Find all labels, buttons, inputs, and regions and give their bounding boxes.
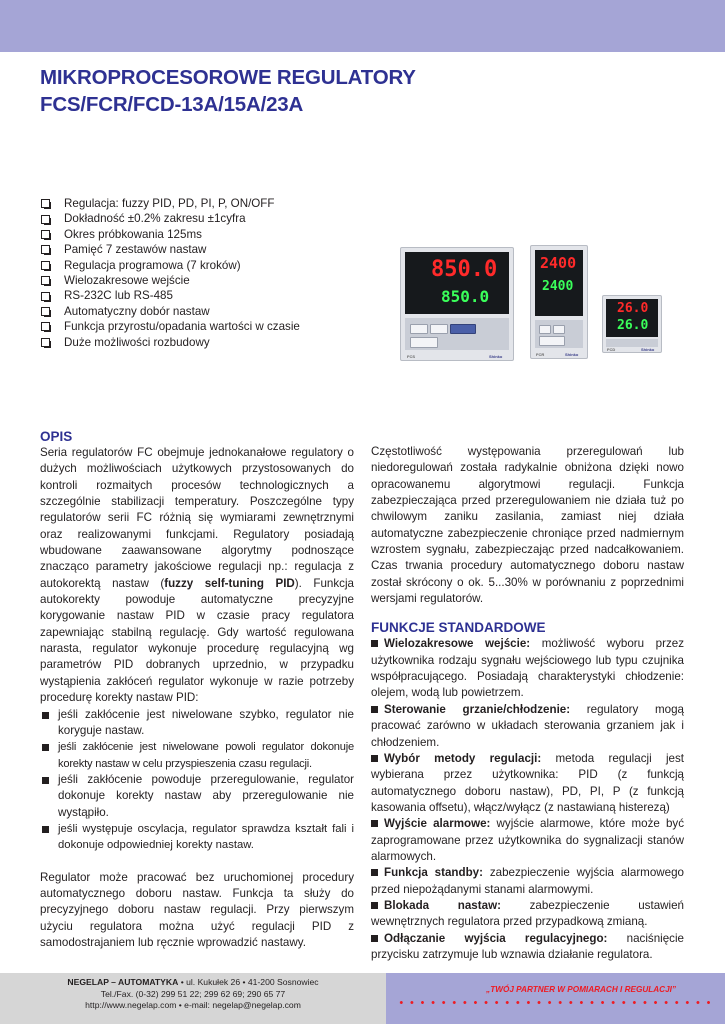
title-line-1: MIKROPROCESOROWE REGULATORY — [40, 66, 416, 89]
top-banner — [0, 0, 725, 52]
feature-item: RS-232C lub RS-485 — [40, 288, 300, 303]
brand-label: Shinko — [489, 354, 503, 359]
sv-display: 26.0 — [617, 318, 649, 333]
feature-item: Regulacja programowa (7 kroków) — [40, 258, 300, 273]
company-name: NEGELAP – AUTOMATYKA — [67, 977, 179, 987]
model-label: FCR — [536, 352, 545, 357]
right-intro: Częstotliwość występowania przeregulowań lub niedoregulowań została radykalnie obniżona dzięki nowo opracowanemu algorytmowi regulacji. Funkcja zabezpieczająca przed przeregulowaniem nie działa tuż po chwilowym zaniku zasilania, zamiast niej działa automatyczne zabezpieczenie chroniące przed nadmiernym wzrostem sygnału, zabezpieczając przed nadcałkowaniem. Czas trwania procedury automatycznego doboru nastaw został skrócony o ok. 5...30% w porównaniu z poprzednimi wersjami regulatorów. — [371, 445, 684, 606]
controller-fcr — [530, 245, 588, 359]
feature-list — [40, 196, 300, 350]
fast-button[interactable] — [450, 324, 476, 334]
checkbox-bullet-icon — [41, 230, 50, 239]
square-bullet-icon — [42, 744, 49, 751]
function-item: Blokada nastaw: zabezpieczenie ustawień wewnętrznych regulatora przed przypadkową zmianą. — [371, 898, 684, 929]
list-item: jeśli występuje oscylacja, regulator sprawdza kształt fali i dokonuje odpowiedniej korekty nastaw. — [40, 821, 354, 854]
footer-phone: Tel./Fax. (0-32) 299 51 22; 299 62 69; 290 65 77 — [100, 988, 286, 999]
square-bullet-icon — [371, 869, 378, 876]
footer-address-line: NEGELAP – AUTOMATYKA • ul. Kukułek 26 • 41-200 Sosnowiec — [67, 977, 319, 987]
checkbox-bullet-icon — [41, 338, 50, 347]
product-photo — [395, 240, 685, 370]
right-column — [371, 444, 684, 963]
pv-display: 26.0 — [617, 301, 649, 316]
opis-heading: OPIS — [40, 429, 73, 444]
down-button[interactable] — [539, 325, 551, 334]
function-item: Wielozakresowe wejście: możliwość wyboru przez użytkownika rodzaju sygnału wejściowego lub typu czujnika współpracującego. Posiadają charakterystyki chłodzenie: olejem, wodą lub powietrzem. — [371, 637, 685, 700]
square-bullet-icon — [371, 902, 378, 909]
checkbox-bullet-icon — [41, 215, 50, 224]
list-item: jeśli zakłócenie jest niwelowane szybko, regulator nie koryguje nastaw. — [40, 707, 354, 740]
pv-display: 850.0 — [431, 257, 498, 282]
checkbox-bullet-icon — [41, 199, 50, 208]
model-label: FCS — [407, 354, 415, 359]
feature-item: Funkcja przyrostu/opadania wartości w czasie — [40, 319, 300, 334]
square-bullet-icon — [371, 935, 378, 942]
mode-button[interactable] — [539, 336, 565, 346]
controller-fcs — [400, 247, 514, 361]
opis-closing: Regulator może pracować bez uruchomionej procedury automatycznego doboru nastaw. Funkcja ta służy do precyzyjnego doboru nastaw regulacji. Przy pierwszym użyciu regulatora można użyć regulacji PID z samodostrajaniem lub ręcznie wprowadzić nastawy. — [40, 870, 354, 949]
page-title — [40, 64, 700, 118]
feature-item: Dokładność ±0.2% zakresu ±1cyfra — [40, 211, 300, 226]
checkbox-bullet-icon — [41, 307, 50, 316]
function-item: Wyjście alarmowe: wyjście alarmowe, które może być zaprogramowane przez użytkownika do sygnalizacji stanów alarmowych. — [371, 817, 684, 863]
checkbox-bullet-icon — [41, 292, 50, 301]
feature-item: Wielozakresowe wejście — [40, 273, 300, 288]
checkbox-bullet-icon — [41, 322, 50, 331]
keypad — [606, 339, 658, 347]
sv-display: 850.0 — [441, 287, 490, 306]
pv-display: 2400 — [540, 254, 577, 272]
checkbox-bullet-icon — [41, 245, 50, 254]
square-bullet-icon — [42, 712, 49, 719]
dotted-divider — [396, 1000, 716, 1005]
checkbox-bullet-icon — [41, 276, 50, 285]
model-label: FCD — [607, 347, 616, 352]
up-button[interactable] — [430, 324, 448, 334]
square-bullet-icon — [42, 826, 49, 833]
checkbox-bullet-icon — [41, 261, 50, 270]
feature-item: Duże możliwości rozbudowy — [40, 335, 300, 350]
mode-button[interactable] — [410, 337, 438, 348]
function-item: Odłączanie wyjścia regulacyjnego: naciśnięcie przycisku zatrzymuje lub wznawia działanie regulatora. — [371, 931, 684, 961]
square-bullet-icon — [371, 820, 378, 827]
brand-label: Shinko — [641, 347, 655, 352]
controller-fcd — [602, 295, 662, 353]
slogan: „TWÓJ PARTNER W POMIARACH I REGULACJI” — [486, 985, 676, 994]
function-item: Sterowanie grzanie/chłodzenie: regulatory mogą pracować zarówno w układach sterowania grzaniem jak i chłodzeniem. — [371, 702, 685, 749]
square-bullet-icon — [371, 640, 378, 647]
sv-display: 2400 — [542, 279, 574, 294]
down-button[interactable] — [410, 324, 428, 334]
opis-intro: Seria regulatorów FC obejmuje jednokanałowe regulatory o dużych możliwościach użytkowych przystosowanych do kontroli rozmaitych procesów technologicznych a szczególnie stabilizacji temperatury. Poszczególne typy regulatorów serii FC różnią się wymiarami zewnętrznymi oraz realizowanymi funkcjami. Regulatory posiadają wbudowane zaawansowane algorytmy podnoszące znacząco parametry jakościowe regulacji np.: regulacja z autokorektą nastaw (fuzzy self-tuning PID). Funkcja autokorekty powoduje automatyczne precyzyjne korygowanie nastaw PID w czasie pracy regulatora zapewniając stabilną regulację. Gdy wartość regulowana narasta, regulator wykonuje procedurę regulacyjną wg parametrów PID dobranych uprzednio, w przypadku wystąpienia zakłóceń regulator wykonuje w razie potrzeby procedurę korekty nastaw PID: — [40, 446, 354, 705]
function-item: Wybór metody regulacji: metoda regulacji jest wybierana przez użytkownika: PID (z funkcją automatycznego doboru nastaw), PD, PI, P (z funkcją kasowania offsetu), włącz/wyłącz (z nastawianą histerezą) — [371, 751, 684, 814]
square-bullet-icon — [42, 777, 49, 784]
square-bullet-icon — [371, 755, 378, 762]
functions-heading: FUNKCJE STANDARDOWE — [371, 620, 546, 636]
footer-contact — [0, 977, 386, 1012]
feature-item: Okres próbkowania 125ms — [40, 227, 300, 242]
list-item: jeśli zakłócenie jest niwelowane powoli regulator dokonuje korekty nastaw w celu przyspieszenia czasu regulacji. — [40, 739, 354, 772]
feature-item: Pamięć 7 zestawów nastaw — [40, 242, 300, 257]
footer-web[interactable]: http://www.negelap.com • e-mail: negelap@negelap.com — [85, 1000, 301, 1011]
up-button[interactable] — [553, 325, 565, 334]
footer-slogan-panel — [386, 973, 725, 1024]
function-item: Funkcja standby: zabezpieczenie wyjścia alarmowego przed niepożądanymi stanami alarmowymi. — [371, 866, 684, 896]
square-bullet-icon — [371, 706, 378, 713]
opis-column — [40, 428, 354, 951]
title-line-2: FCS/FCR/FCD-13A/15A/23A — [40, 93, 304, 116]
feature-item: Automatyczny dobór nastaw — [40, 304, 300, 319]
list-item: jeśli zakłócenie powoduje przeregulowanie, regulator dokonuje korekty nastaw aby przeregulowanie nie wystąpiło. — [40, 772, 354, 821]
brand-label: Shinko — [565, 352, 579, 357]
feature-item: Regulacja: fuzzy PID, PD, PI, P, ON/OFF — [40, 196, 300, 211]
